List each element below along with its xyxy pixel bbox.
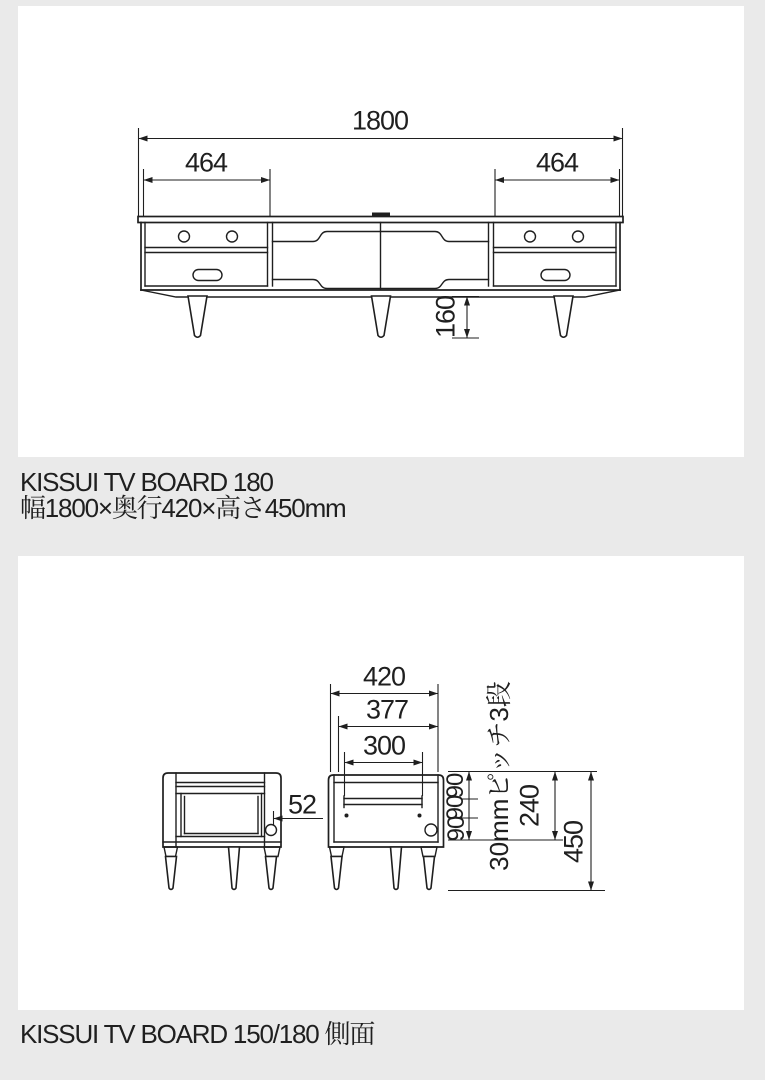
dim-left-section-label: 464 xyxy=(184,147,228,178)
dim-overall-height-label: 450 xyxy=(558,820,589,864)
side-view-caption: KISSUI TV BOARD 150/180 側面 xyxy=(20,1019,375,1049)
dim-leg-height-label: 160 xyxy=(430,295,461,339)
dim-depth-label: 420 xyxy=(362,661,406,692)
front-view-panel xyxy=(18,6,744,457)
dim-right-section-label: 464 xyxy=(535,147,579,178)
shelf-pitch-note: 30mmピッチ3段 xyxy=(484,681,514,871)
dim-overall-width-label: 1800 xyxy=(351,105,409,136)
dim-front-rail-label: 52 xyxy=(287,789,317,820)
dim-inner-depth-label: 377 xyxy=(365,694,409,725)
front-view-caption-size: 幅1800×奥行420×高さ450mm xyxy=(20,493,346,523)
dim-gap-top-label: 90 xyxy=(442,773,469,799)
side-view-panel xyxy=(18,556,744,1010)
dim-gap-middle-label: 90 xyxy=(442,795,469,821)
dim-gap-bottom-label: 90 xyxy=(443,816,470,842)
front-view-caption-title: KISSUI TV BOARD 180 xyxy=(20,467,273,497)
dim-shelf-depth-label: 300 xyxy=(362,730,406,761)
dim-interior-height-label: 240 xyxy=(514,784,545,828)
